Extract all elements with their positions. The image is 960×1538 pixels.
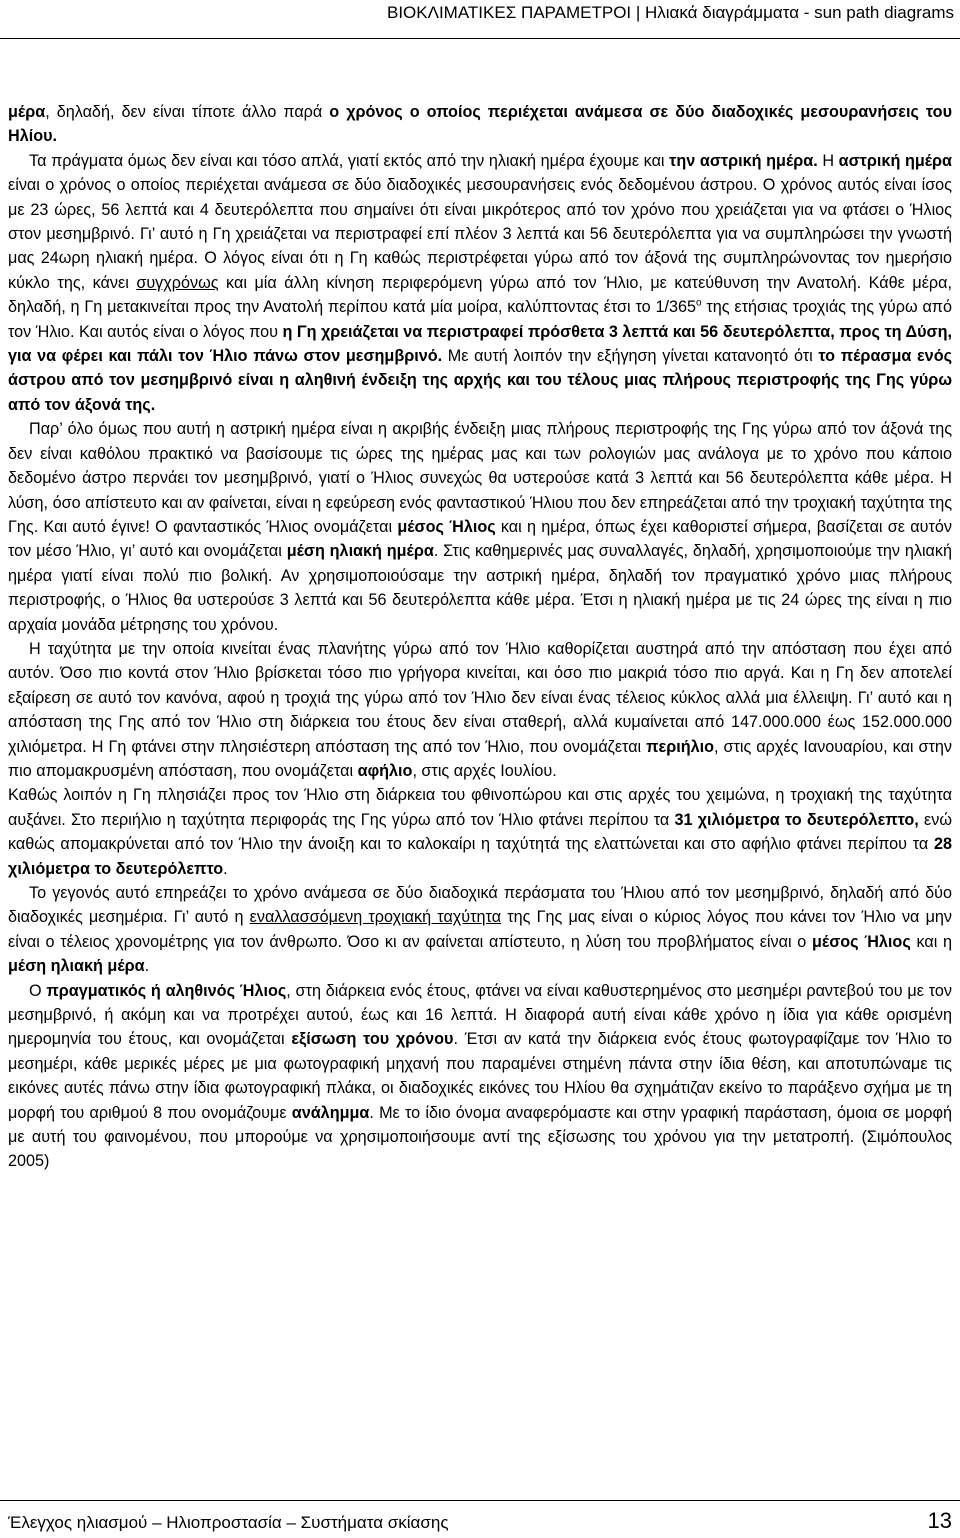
footer-text: Έλεγχος ηλιασμού – Ηλιοπροστασία – Συστήματα σκίασης	[8, 1513, 449, 1532]
paragraph	[8, 637, 952, 783]
text-run: και η ημέρα, όπως έχει καθοριστεί σήμερα, βασίζεται σε αυτόν τον μέσο Ήλιο, γι’ αυτό και ονομάζεται	[8, 517, 952, 561]
bold-text: μέση ηλιακή ημέρα	[286, 542, 434, 561]
bold-text: την αστρική ημέρα.	[669, 151, 818, 170]
text-run: Η	[817, 151, 839, 170]
text-run: Με αυτή λοιπόν την εξήγηση γίνεται κατανοητό ότι	[442, 347, 819, 366]
text-run: Καθώς λοιπόν η Γη πλησιάζει προς τον Ήλιο στη διάρκεια του φθινοπώρου και στις αρχές του χειμώνα, η τροχιακή της ταχύτητα αυξάνει. Στο περιήλιο η ταχύτητα περιφοράς της Γης γύρω από τον Ήλιο φτάνει περίπου τα	[8, 786, 952, 829]
text-run: της Γης μας είναι ο κύριος λόγος που κάνει τον Ήλιο να μην είναι ο τέλειος χρονομέτρης για τον άνθρωπο. Όσο κι αν φαίνεται απίστευτο, η λύση του προβλήματος είναι ο	[8, 908, 952, 951]
paragraph	[8, 100, 952, 149]
text-run: Παρ’ όλο όμως που αυτή η αστρική ημέρα είναι η ακριβής ένδειξη μιας πλήρους περιστροφής της Γης γύρω από τον άξονά της δεν είναι καθόλου πρακτικό να βασίσουμε τις ώρες της ημέρας μας και των ρολογιών μας ανάλογα με το χρόνο που κάποιο δεδομένο άστρο περνάει τον μεσημβρινό, γιατί ο Ήλιος συνεχώς θα υστερούσε κατά 3 λεπτά και 56 δευτερόλεπτα κάθε μέρα. Η λύση, όσο απίστευτο και αν φαίνεται, είναι η εφεύρεση ενός φανταστικού Ήλιου που δεν επηρεάζεται από την τροχιακή ταχύτητα της Γης. Και αυτό έγινε! Ο φανταστικός Ήλιος ονομάζεται	[8, 420, 952, 536]
text-run: , στη διάρκεια ενός έτους, φτάνει να είναι καθυστερημένος στο μεσημέρι ραντεβού του με τον μεσημβρινό, ή ακόμη και να προτρέχει αυτού, έως και 16 λεπτά. Η διαφορά αυτή είναι κάθε χρόνο η ίδια για κάθε ορισμένη ημερομηνία του έτους, και ονομάζεται	[8, 981, 953, 1049]
paragraph	[8, 979, 952, 1174]
bold-text: μέση ηλιακή μέρα	[8, 957, 145, 976]
text-run: και η	[910, 932, 952, 951]
text-run: ενώ καθώς απομακρύνεται από τον Ήλιο την άνοιξη και το καλοκαίρι η ταχύτητά της ελαττώνεται και στο αφήλιο φτάνει περίπου τα	[8, 810, 952, 854]
bold-text: αστρική ημέρα	[838, 151, 953, 170]
underlined-text: συγχρόνως	[136, 273, 219, 292]
text-run: , στις αρχές Ιουλίου.	[412, 761, 557, 780]
text-run: Τα πράγματα όμως δεν είναι και τόσο απλά, γιατί εκτός από την ηλιακή ημέρα έχουμε και	[29, 151, 670, 170]
page-number: 13	[927, 1508, 952, 1533]
bold-text: αφήλιο	[357, 761, 413, 780]
bold-text: μέσος Ήλιος	[397, 517, 496, 536]
underlined-text: εναλλασσόμενη τροχιακή ταχύτητα	[249, 908, 502, 927]
text-run: , δηλαδή, δεν είναι τίποτε άλλο παρά	[45, 103, 330, 121]
paragraph	[8, 881, 952, 979]
footer-divider	[0, 1500, 960, 1501]
text-run: είναι ο χρόνος ο οποίος περιέχεται ανάμεσα σε δύο διαδοχικές μεσουρανήσεις ενός δεδομένου άστρου. Ο χρόνος αυτός είναι ίσος με 23 ώρες, 56 λεπτά και 4 δευτερόλεπτα που σημαίνει ότι είναι μικρότερος από τον χρόνο που χρειάζεται για να φτάσει ο Ήλιος στον μεσημβρινό. Γι’ αυτό η Γη χρειάζεται να περιστραφεί επί πλέον 3 λεπτά και 56 δευτερόλεπτα για να συμπληρώσει την γνωστή μας 24ωρη ηλιακή ημέρα. Ο λόγος είναι ότι η Γη καθώς περιστρέφεται γύρω από τον άξονά της συμπληρώνοντας τον ημερήσιο κύκλο της, κάνει	[8, 176, 952, 292]
paragraph	[8, 149, 952, 417]
bold-text: ο χρόνος ο οποίος περιέχεται ανάμεσα σε δύο διαδοχικές μεσουρανήσεις του Ηλίου.	[8, 103, 952, 146]
bold-text: μέρα	[8, 103, 46, 121]
bold-text: 28 χιλιόμετρα το δευτερόλεπτο	[8, 835, 952, 878]
text-run: της ετήσιας τροχιάς της γύρω από τον Ήλιο. Και αυτός είναι ο λόγος που	[8, 298, 952, 341]
text-run: και μία άλλη κίνηση περιφερόμενη γύρω από τον Ήλιο, με κατεύθυνση την Ανατολή. Κάθε μέρα, δηλαδή, η Γη μετακινείται προς την Ανατολή περίπου κατά μία μοίρα, καλύπτοντας έτσι το 1/365	[8, 273, 952, 317]
bold-text: εξίσωση του χρόνου	[291, 1030, 454, 1049]
text-run: Η ταχύτητα με την οποία κινείται ένας πλανήτης γύρω από τον Ήλιο καθορίζεται αυστηρά από την απόσταση που έχει από αυτόν. Όσο πιο κοντά στον Ήλιο βρίσκεται τόσο πιο γρήγορα κινείται, και όσο πιο μακριά τόσο πιο αργά. Και η Γη δεν αποτελεί εξαίρεση σε αυτό τον κανόνα, αφού η τροχιά της γύρω από τον Ήλιο δεν είναι ένας τέλειος κύκλος αλλά μια έλλειψη. Γι’ αυτό και η απόσταση της Γης από τον Ήλιο στη διάρκεια του έτους δεν είναι σταθερή, αλλά κυμαίνεται από 147.000.000 έως 152.000.000 χιλιόμετρα. Η Γη φτάνει στην πλησιέστερη απόσταση της από τον Ήλιο, που ονομάζεται	[8, 639, 952, 756]
superscript-text: ο	[695, 297, 702, 309]
header-divider	[0, 38, 960, 39]
bold-text: το πέρασμα ενός άστρου από τον μεσημβρινό είναι η αληθινή ένδειξη της αρχής και του τέλους μιας πλήρους περιστροφής της Γης γύρω από τον άξονά της.	[8, 347, 952, 414]
paragraph	[8, 417, 952, 637]
bold-text: περιήλιο	[646, 737, 715, 756]
bold-text: 31 χιλιόμετρα το δευτερόλεπτο,	[674, 810, 919, 829]
paragraph	[8, 783, 952, 881]
bold-text: μέσος Ήλιος	[811, 932, 911, 951]
bold-text: η Γη χρειάζεται να περιστραφεί πρόσθετα 3 λεπτά και 56 δευτερόλεπτα, προς τη Δύση, για να φέρει και πάλι τον Ήλιο πάνω στον μεσημβρινό.	[8, 322, 952, 366]
text-run: . Στις καθημερινές μας συναλλαγές, δηλαδή, χρησιμοποιούμε την ηλιακή ημέρα γιατί είναι πολύ πιο βολική. Αν χρησιμοποιούσαμε την αστρική ημέρα, δηλαδή τον πραγματικό χρόνο μιας πλήρους περιστροφής, ο Ήλιος θα υστερούσε 3 λεπτά και 56 δευτερόλεπτα κάθε μέρα. Έτσι η ηλιακή ημέρα με τις 24 ώρες της είναι η πιο αρχαία μονάδα μέτρησης του χρόνου.	[8, 542, 952, 634]
page-header-title: ΒΙΟΚΛΙΜΑΤΙΚΕΣ ΠΑΡΑΜΕΤΡΟΙ | Ηλιακά διαγράμματα - sun path diagrams	[386, 3, 954, 22]
document-body	[8, 100, 952, 1174]
text-run: Ο	[29, 981, 47, 1000]
bold-text: πραγματικός ή αληθινός Ήλιος	[46, 981, 287, 1000]
text-run: Το γεγονός αυτό επηρεάζει το χρόνο ανάμεσα σε δύο διαδοχικά περάσματα του Ήλιου από τον μεσημβρινό, δηλαδή από δύο διαδοχικές μεσημέρια. Γι’ αυτό η	[8, 884, 952, 927]
text-run: .	[223, 859, 228, 878]
text-run: .	[144, 957, 150, 976]
text-run: . Έτσι αν κατά την διάρκεια ενός έτους φωτογραφίζαμε τον Ήλιο το μεσημέρι, κάθε μερικές μέρες με μια φωτογραφική μηχανή που παραμένει στημένη πάντα στην ίδια θέση, και αποτυπώναμε τις εικόνες αυτές πάνω στην ίδια φωτογραφική πλάκα, οι διαδοχικές εικόνες του Ηλίου θα σχημάτιζαν εκείνο το παράξενο σχήμα με τη μορφή του αριθμού 8 που ονομάζουμε	[8, 1030, 952, 1122]
text-run: . Με το ίδιο όνομα αναφερόμαστε και στην γραφική παράσταση, όμοια σε μορφή με αυτή του φαινομένου, που μπορούμε να χρησιμοποιήσουμε αντί της εξίσωσης του χρόνου για την μετατροπή. (Σιμόπουλος 2005)	[8, 1103, 952, 1171]
text-run: , στις αρχές Ιανουαρίου, και στην πιο απομακρυσμένη απόσταση, που ονομάζεται	[8, 737, 952, 780]
bold-text: ανάλημμα	[291, 1103, 370, 1122]
